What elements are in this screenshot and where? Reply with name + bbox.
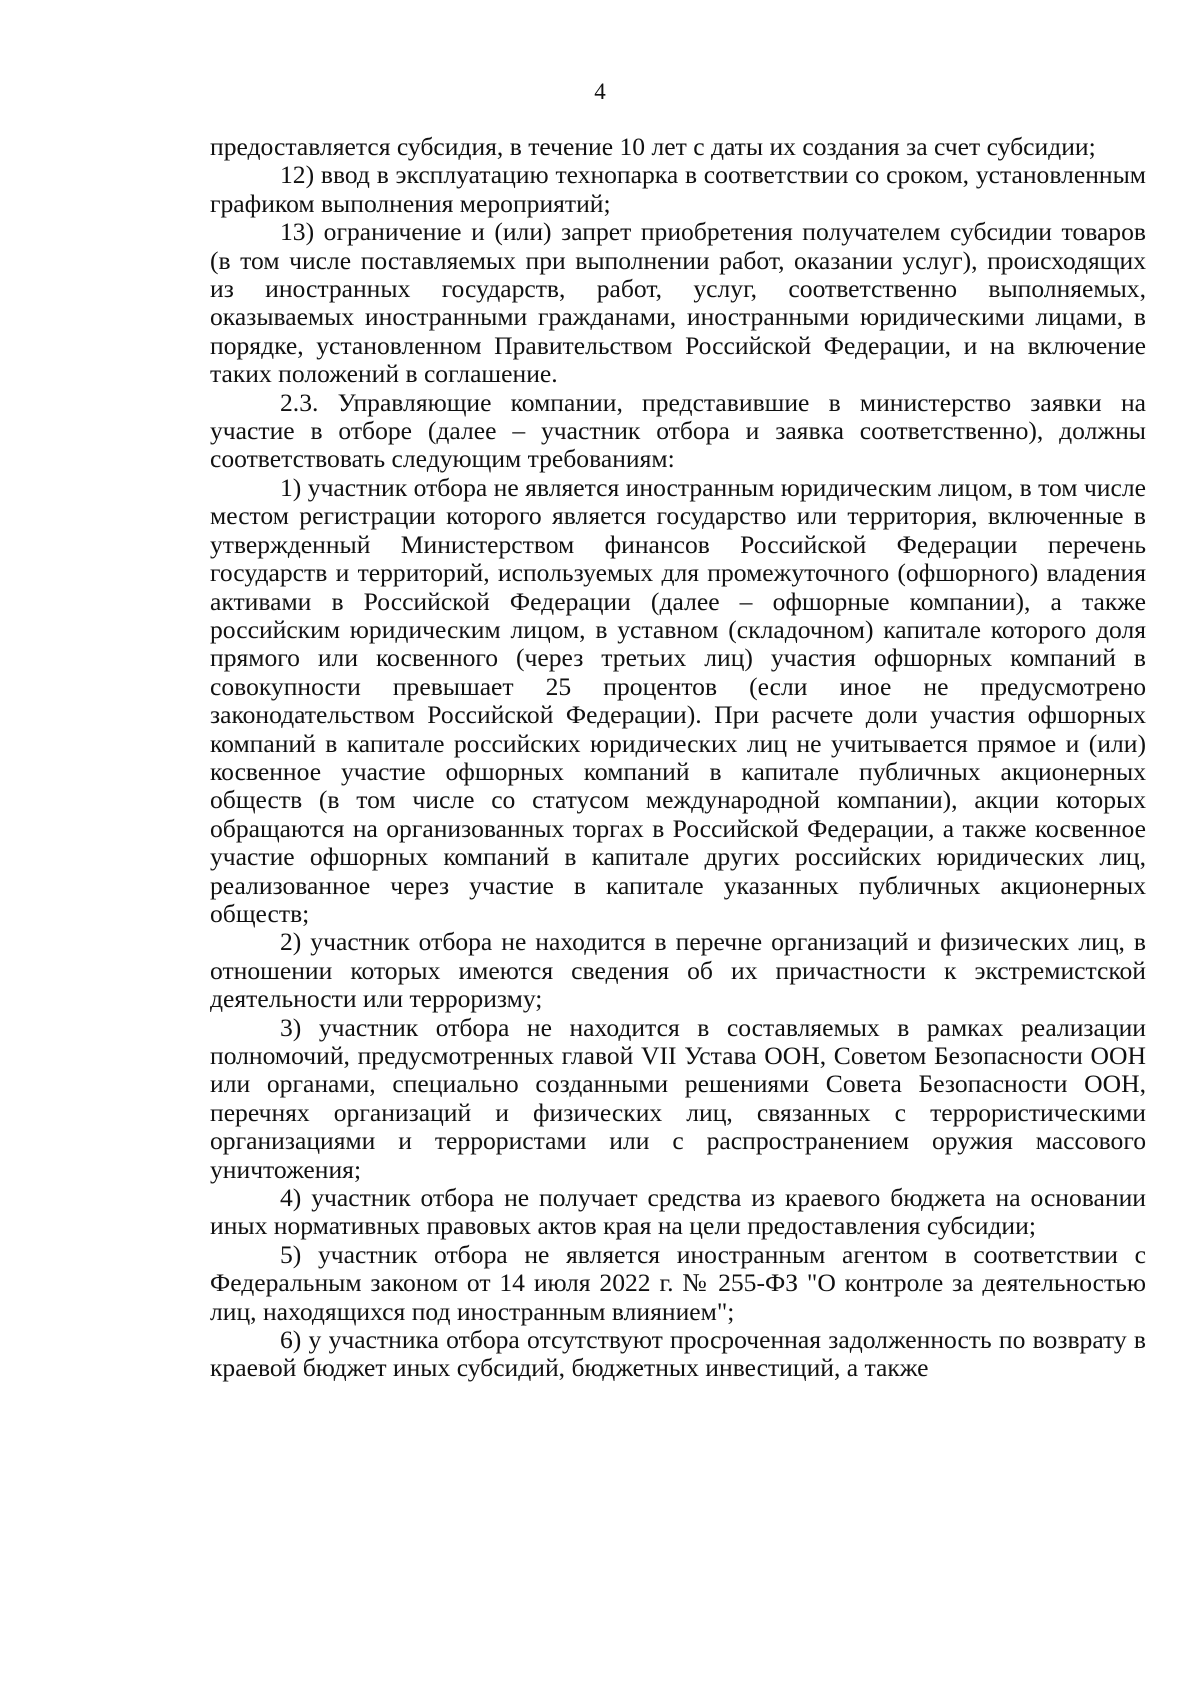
paragraph-item-12: 12) ввод в эксплуатацию технопарка в соответствии со сроком, установленным графиком выполнения мероприятий; [210,160,1146,218]
page-number: 4 [594,79,606,104]
paragraph-section-2-3: 2.3. Управляющие компании, представившие в министерство заявки на участие в отборе (далее – участник отбора и заявка соответственно), должны соответствовать следующим требованиям: [210,387,1146,474]
paragraph-requirement-4: 4) участник отбора не получает средства из краевого бюджета на основании иных нормативных правовых актов края на цели предоставления субсидии; [210,1183,1146,1241]
paragraph-requirement-2: 2) участник отбора не находится в перечне организаций и физических лиц, в отношении которых имеются сведения об их причастности к экстремистской деятельности или терроризму; [210,927,1146,1014]
paragraph-requirement-6: 6) у участника отбора отсутствуют просроченная задолженность по возврату в краевой бюджет иных субсидий, бюджетных инвестиций, а также [210,1325,1146,1383]
paragraph-requirement-5: 5) участник отбора не является иностранным агентом в соответствии с Федеральным законом от 14 июля 2022 г. № 255-ФЗ "О контроле за деятельностью лиц, находящихся под иностранным влиянием"; [210,1239,1146,1326]
paragraph-requirement-1: 1) участник отбора не является иностранным юридическим лицом, в том числе местом регистрации которого является государство или территория, включенные в утвержденный Министерством финансов Российской Федерации перечень государств и территорий, используемых для промежуточного (офшорного) владения активами в Российской Федерации (далее – офшорные компании), а также российским юридическим лицом, в уставном (складочном) капитале которого доля прямого или косвенного (через третьих лиц) участия офшорных компаний в совокупности превышает 25 процентов (если иное не предусмотрено законодательством Российской Федерации). При расчете доли участия офшорных компаний в капитале российских юридических лиц не учитывается прямое и (или) косвенное участие офшорных компаний в капитале публичных акционерных обществ (в том числе со статусом международной компании), акции которых обращаются на организованных торгах в Российской Федерации, а также косвенное участие офшорных компаний в капитале других российских юридических лиц, реализованное через участие в капитале указанных публичных акционерных обществ; [210,472,1146,928]
paragraph-requirement-3: 3) участник отбора не находится в составляемых в рамках реализации полномочий, предусмотренных главой VII Устава ООН, Советом Безопасности ООН или органами, специально созданными решениями Совета Безопасности ООН, перечнях организаций и физических лиц, связанных с террористическими организациями и террористами или с распространением оружия массового уничтожения; [210,1012,1146,1184]
document-body [210,133,1146,1383]
paragraph-item-13: 13) ограничение и (или) запрет приобретения получателем субсидии товаров (в том числе поставляемых при выполнении работ, оказании услуг), происходящих из иностранных государств, работ, услуг, соответственно выполняемых, оказываемых иностранными гражданами, иностранными юридическими лицами, в порядке, установленном Правительством Российской Федерации, и на включение таких положений в соглашение. [210,217,1146,389]
paragraph-continuation: предоставляется субсидия, в течение 10 лет с даты их создания за счет субсидии; [210,132,1096,161]
